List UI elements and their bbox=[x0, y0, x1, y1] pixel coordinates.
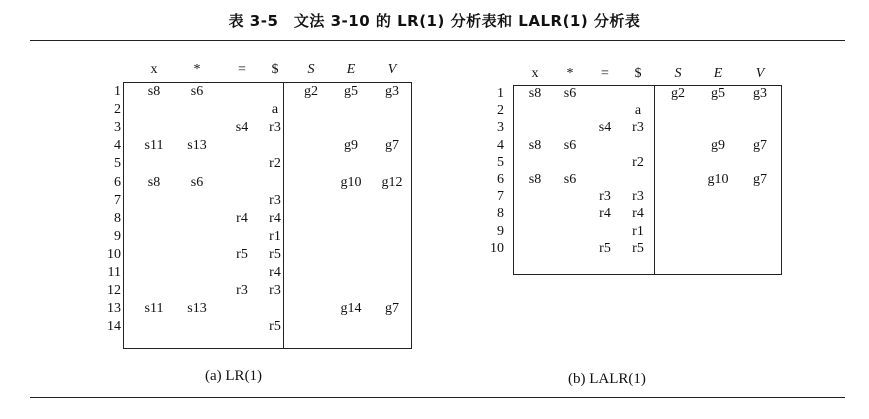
lr1-state-number: 1 bbox=[114, 84, 121, 99]
lalr1-column-header: V bbox=[755, 66, 765, 81]
lalr1-cell: s6 bbox=[563, 86, 577, 101]
lr1-cell: r4 bbox=[269, 210, 281, 226]
lalr1-cell bbox=[740, 240, 780, 258]
lalr1-cell bbox=[515, 188, 555, 206]
lr1-cell bbox=[331, 282, 371, 300]
lalr1-cell: r1 bbox=[632, 223, 644, 239]
lalr1-cell: r2 bbox=[632, 154, 644, 170]
lalr1-state-number: 7 bbox=[497, 189, 504, 205]
lr1-cell bbox=[291, 137, 331, 155]
lalr1-cell bbox=[658, 223, 698, 241]
lalr1-cell bbox=[515, 205, 555, 223]
lr1-cell: s6 bbox=[190, 84, 204, 99]
lalr1-cell: s6 bbox=[563, 137, 577, 153]
lr1-column-header: = bbox=[238, 62, 246, 77]
lr1-cell bbox=[255, 174, 295, 192]
lr1-cell bbox=[291, 300, 331, 318]
lr1-state-number: 14 bbox=[107, 319, 121, 335]
lr1-cell bbox=[134, 119, 174, 137]
lr1-column-header: S bbox=[307, 62, 315, 77]
lr1-cell: r1 bbox=[269, 228, 281, 244]
lalr1-state-number: 9 bbox=[497, 223, 504, 239]
lr1-cell bbox=[177, 228, 217, 246]
lr1-cell bbox=[291, 228, 331, 246]
lr1-cell: s13 bbox=[187, 301, 207, 317]
lr1-state-number: 7 bbox=[114, 192, 121, 208]
lalr1-cell bbox=[550, 102, 590, 120]
lr1-cell: g10 bbox=[340, 174, 362, 190]
lr1-cell bbox=[255, 300, 295, 318]
lr1-state-number: 10 bbox=[107, 246, 121, 262]
lalr1-cell: a bbox=[634, 103, 642, 119]
lr1-cell bbox=[177, 210, 217, 228]
lalr1-state-number: 2 bbox=[497, 103, 504, 119]
lalr1-cell: s6 bbox=[563, 172, 577, 187]
lalr1-cell bbox=[740, 102, 780, 120]
lalr1-cell bbox=[515, 154, 555, 172]
lr1-cell: r2 bbox=[269, 156, 281, 172]
lalr1-cell bbox=[658, 102, 698, 120]
lalr1-cell bbox=[698, 223, 738, 241]
lr1-cell: g3 bbox=[385, 84, 399, 99]
lr1-cell: s8 bbox=[147, 174, 161, 190]
lalr1-cell bbox=[550, 205, 590, 223]
lalr1-cell: r5 bbox=[632, 240, 644, 256]
lalr1-cell bbox=[658, 205, 698, 223]
lr1-cell bbox=[291, 174, 331, 192]
lalr1-cell: s4 bbox=[598, 120, 612, 136]
lr1-cell bbox=[177, 246, 217, 264]
lalr1-cell bbox=[550, 154, 590, 172]
lalr1-state-number: 8 bbox=[497, 206, 504, 222]
lr1-cell bbox=[255, 137, 295, 155]
lalr1-cell bbox=[740, 154, 780, 172]
lr1-cell: g2 bbox=[304, 84, 318, 99]
lr1-cell: r5 bbox=[269, 246, 281, 262]
lalr1-state-number: 10 bbox=[490, 240, 504, 256]
lalr1-cell bbox=[698, 119, 738, 137]
lalr1-column-header: x bbox=[531, 66, 539, 81]
lalr1-state-number: 5 bbox=[497, 154, 504, 170]
lalr1-cell bbox=[515, 240, 555, 258]
lr1-cell bbox=[372, 101, 412, 119]
lalr1-cell bbox=[550, 240, 590, 258]
lr1-cell bbox=[134, 101, 174, 119]
lr1-column-header: x bbox=[150, 62, 158, 77]
lr1-cell bbox=[291, 119, 331, 137]
lalr1-cell bbox=[698, 188, 738, 206]
lr1-cell bbox=[177, 192, 217, 210]
lr1-cell bbox=[372, 318, 412, 336]
lr1-cell bbox=[134, 246, 174, 264]
lalr1-cell bbox=[550, 188, 590, 206]
lalr1-cell: g9 bbox=[711, 137, 725, 153]
lalr1-cell: r5 bbox=[599, 240, 611, 256]
lr1-state-number: 5 bbox=[114, 156, 121, 172]
lalr1-state-number: 4 bbox=[497, 137, 504, 153]
lr1-cell bbox=[177, 119, 217, 137]
lr1-state-number: 9 bbox=[114, 228, 121, 244]
lr1-cell bbox=[134, 264, 174, 282]
lalr1-cell: r3 bbox=[599, 189, 611, 205]
lalr1-cell: r4 bbox=[599, 206, 611, 222]
lr1-cell bbox=[372, 155, 412, 173]
lr1-cell bbox=[331, 192, 371, 210]
lr1-cell bbox=[372, 282, 412, 300]
bottom-rule bbox=[30, 397, 845, 398]
lalr1-state-number: 1 bbox=[497, 86, 504, 101]
lalr1-cell bbox=[618, 171, 658, 189]
lalr1-column-header: E bbox=[713, 66, 723, 81]
lr1-cell bbox=[134, 228, 174, 246]
lalr1-cell bbox=[698, 240, 738, 258]
lalr1-cell: s8 bbox=[528, 137, 542, 153]
lr1-cell: a bbox=[271, 102, 279, 118]
lalr1-cell bbox=[658, 119, 698, 137]
lr1-cell bbox=[291, 210, 331, 228]
lalr1-cell: r4 bbox=[632, 206, 644, 222]
lalr1-cell bbox=[740, 188, 780, 206]
lalr1-cell bbox=[550, 223, 590, 241]
lr1-state-number: 11 bbox=[107, 265, 121, 280]
lalr1-column-header: * bbox=[566, 66, 574, 81]
lr1-cell bbox=[331, 318, 371, 336]
lalr1-cell: g7 bbox=[753, 172, 767, 187]
lalr1-cell bbox=[698, 205, 738, 223]
lr1-cell bbox=[177, 155, 217, 173]
lalr1-cell bbox=[618, 85, 658, 103]
lr1-cell bbox=[331, 210, 371, 228]
lr1-cell bbox=[331, 119, 371, 137]
lr1-column-header: V bbox=[387, 62, 397, 77]
lalr1-cell bbox=[658, 171, 698, 189]
lr1-state-number: 3 bbox=[114, 120, 121, 136]
lalr1-cell bbox=[658, 240, 698, 258]
lalr1-cell bbox=[658, 137, 698, 155]
lr1-cell: g5 bbox=[344, 84, 358, 99]
lr1-cell bbox=[134, 210, 174, 228]
lalr1-cell bbox=[515, 223, 555, 241]
lalr1-cell: g2 bbox=[671, 86, 685, 101]
lr1-state-number: 2 bbox=[114, 102, 121, 118]
lr1-cell bbox=[291, 318, 331, 336]
lalr1-column-header: $ bbox=[634, 66, 642, 81]
lr1-cell: s4 bbox=[235, 120, 249, 136]
lalr1-column-header: S bbox=[674, 66, 682, 81]
lalr1-cell bbox=[658, 154, 698, 172]
lalr1-cell: g10 bbox=[707, 172, 729, 187]
lalr1-cell: s8 bbox=[528, 172, 542, 187]
lr1-column-header: $ bbox=[271, 62, 279, 77]
lr1-cell bbox=[331, 228, 371, 246]
lr1-cell: g14 bbox=[340, 301, 362, 317]
lr1-column-header: E bbox=[346, 62, 356, 77]
lr1-cell bbox=[372, 264, 412, 282]
lr1-cell bbox=[134, 282, 174, 300]
lr1-state-number: 13 bbox=[107, 301, 121, 317]
lalr1-state-number: 6 bbox=[497, 172, 504, 187]
lr1-cell bbox=[177, 101, 217, 119]
lr1-cell: s13 bbox=[187, 138, 207, 154]
lr1-state-number: 8 bbox=[114, 210, 121, 226]
lr1-cell bbox=[372, 228, 412, 246]
lalr1-cell bbox=[698, 154, 738, 172]
lalr1-cell: s8 bbox=[528, 86, 542, 101]
lalr1-cell bbox=[740, 119, 780, 137]
lr1-cell: g9 bbox=[344, 138, 358, 154]
lalr1-cell bbox=[740, 205, 780, 223]
lr1-cell: r4 bbox=[269, 265, 281, 280]
lr1-cell bbox=[331, 155, 371, 173]
lalr1-cell bbox=[515, 119, 555, 137]
lr1-cell bbox=[177, 318, 217, 336]
lr1-cell: g7 bbox=[385, 138, 399, 154]
lr1-cell bbox=[291, 264, 331, 282]
lr1-cell: r4 bbox=[236, 210, 248, 226]
top-rule bbox=[30, 40, 845, 41]
lr1-cell bbox=[372, 192, 412, 210]
lalr1-cell: g7 bbox=[753, 137, 767, 153]
lr1-table bbox=[105, 63, 422, 359]
lalr1-cell bbox=[740, 223, 780, 241]
lr1-cell: g12 bbox=[381, 174, 403, 190]
lr1-state-number: 12 bbox=[107, 283, 121, 299]
lr1-state-number: 4 bbox=[114, 138, 121, 154]
lalr1-column-header: = bbox=[601, 66, 609, 81]
lr1-cell bbox=[372, 119, 412, 137]
lalr1-cell: r3 bbox=[632, 120, 644, 136]
lr1-state-number: 6 bbox=[114, 174, 121, 190]
lr1-cell bbox=[331, 246, 371, 264]
lr1-cell: r5 bbox=[236, 246, 248, 262]
lr1-cell bbox=[291, 192, 331, 210]
lr1-cell: r5 bbox=[269, 319, 281, 335]
lalr1-cell bbox=[550, 119, 590, 137]
lr1-cell: r3 bbox=[269, 192, 281, 208]
lr1-cell bbox=[255, 83, 295, 101]
lalr1-cell bbox=[698, 102, 738, 120]
lalr1-caption: (b) LALR(1) bbox=[568, 371, 646, 387]
lalr1-cell: r3 bbox=[632, 189, 644, 205]
lr1-cell: s11 bbox=[144, 138, 164, 154]
lr1-cell bbox=[331, 264, 371, 282]
lr1-cell bbox=[331, 101, 371, 119]
lr1-column-header: * bbox=[193, 62, 201, 77]
lr1-cell bbox=[372, 210, 412, 228]
lr1-cell bbox=[291, 282, 331, 300]
lalr1-cell: g5 bbox=[711, 86, 725, 101]
lr1-cell: r3 bbox=[269, 283, 281, 299]
lalr1-table bbox=[490, 67, 792, 285]
lr1-cell: s11 bbox=[144, 301, 164, 317]
lr1-cell bbox=[134, 192, 174, 210]
lr1-cell bbox=[134, 318, 174, 336]
lr1-cell bbox=[291, 246, 331, 264]
lalr1-cell bbox=[515, 102, 555, 120]
table-title: 表 3-5 文法 3-10 的 LR(1) 分析表和 LALR(1) 分析表 bbox=[228, 12, 641, 30]
lr1-caption: (a) LR(1) bbox=[205, 368, 263, 384]
lr1-cell bbox=[291, 155, 331, 173]
lr1-cell: r3 bbox=[269, 120, 281, 136]
lr1-cell: s8 bbox=[147, 84, 161, 99]
lr1-cell: s6 bbox=[190, 174, 204, 190]
lalr1-cell bbox=[618, 137, 658, 155]
lr1-cell: g7 bbox=[385, 301, 399, 317]
lr1-cell: r3 bbox=[236, 283, 248, 299]
lalr1-cell: g3 bbox=[753, 86, 767, 101]
lr1-cell bbox=[291, 101, 331, 119]
lr1-cell bbox=[134, 155, 174, 173]
lalr1-state-number: 3 bbox=[497, 120, 504, 136]
lalr1-cell bbox=[658, 188, 698, 206]
lr1-cell bbox=[372, 246, 412, 264]
lr1-cell bbox=[177, 282, 217, 300]
lr1-cell bbox=[177, 264, 217, 282]
